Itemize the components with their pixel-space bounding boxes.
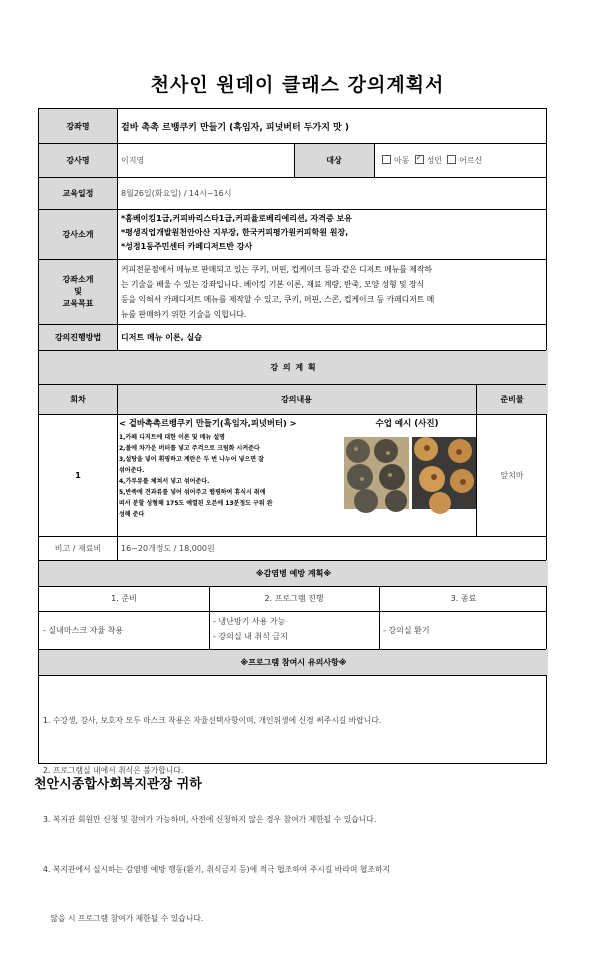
session-heading: < 겉바촉촉르뱅쿠키 만들기(흑임자,피넛버터) > bbox=[119, 418, 297, 428]
method-label: 강의진행방법 bbox=[39, 324, 117, 350]
infection-end-item: - 강의실 환기 bbox=[383, 625, 430, 635]
infection-col-prep: 1. 준비 bbox=[111, 594, 137, 603]
schedule-value: 8월26일(화요일) / 14시~16시 bbox=[121, 188, 232, 198]
target-options bbox=[382, 143, 542, 177]
photo-label: 수업 예시 (사진) bbox=[375, 419, 439, 429]
goal-lines: 커피전문점에서 메뉴로 판매되고 있는 쿠키, 머핀, 컵케이크 등과 같은 디저트 메뉴를 제작하 는 기술을 배울 수 있는 강좌입니다. 베이킹 기본 이론, 재료 계량, 반죽, 모양 성형 및 장식 등을 익혀서 카페디저트 메뉴를 제작할 수 있고, 쿠키, 머핀, 스콘, 컵케이크 등 카페디저트 메 뉴를 판매하기 위한 기술을 익힙니다. bbox=[121, 265, 435, 319]
course-value: 겉바 촉촉 르뱅쿠키 만들기 (흑임자, 피넛버터 두가지 맛 ) bbox=[121, 122, 349, 133]
content-col-header: 강의내용 bbox=[117, 384, 476, 414]
infection-col-end: 3. 종료 bbox=[450, 594, 477, 603]
cookie-photo-2 bbox=[412, 437, 477, 509]
note-value: 16~20개정도 / 18,000원 bbox=[121, 543, 215, 553]
checkbox-adult[interactable]: ✓ 성인 bbox=[415, 155, 442, 166]
prep-col-header: 준비물 bbox=[476, 384, 548, 414]
bio-lines: *홈베이킹1급,커피바리스타1급,커피율로베리에리션, 자격증 보유 *평생직업개발원천안아산 지부장, 한국커피평가원커피학원 원장, *성정1동주민센터 카페디저트반 강사 bbox=[121, 214, 352, 251]
method-value: 디저트 메뉴 이론, 실습 bbox=[121, 332, 202, 342]
session-number: 1 bbox=[75, 470, 81, 480]
note-label: 비고 / 재료비 bbox=[54, 543, 102, 553]
checkbox-child[interactable]: 아동 bbox=[382, 155, 409, 166]
session-col-header: 회차 bbox=[39, 384, 117, 414]
document-title: 천사인 원데이 클래스 강의계획서 bbox=[150, 74, 445, 96]
infection-col-progress: 2. 프로그램 진행 bbox=[264, 594, 324, 603]
session-steps: 1,카페 디저트에 대한 이론 및 메뉴 설명 2,볼에 차가운 버터를 넣고 주걱으로 크림화 시켜준다 3,설탕을 넣어 휘핑하고 계란은 두 번 나누어 넣으면 잘 섞어준다. 4,가루류를 체쳐서 넣고 섞어준다. 5,반죽에 견과류를 넣어 섞어주고 랩핑하여 휴식시 취에 떠서 분할 성형해 175도 예열된 오븐에 13분정도 구워 완 성해 준다 bbox=[119, 434, 273, 518]
footer-addressee: 천안시종합사회복지관장 귀하 bbox=[34, 777, 202, 792]
bio-label: 강사소개 bbox=[39, 209, 117, 259]
infection-header: ※감염병 예방 계획※ bbox=[39, 560, 548, 586]
infection-prep-item: - 실내마스크 자율 착용 bbox=[43, 625, 124, 635]
caution-header: ※프로그램 참여시 유의사항※ bbox=[39, 649, 548, 675]
instructor-label: 강사명 bbox=[39, 143, 117, 177]
schedule-label: 교육일정 bbox=[39, 177, 117, 209]
goal-label: 강좌소개 및 교육목표 bbox=[39, 259, 117, 324]
checkbox-senior[interactable]: 어르신 bbox=[447, 155, 482, 166]
plan-header: 강 의 계 획 bbox=[39, 350, 548, 384]
caution-items: 1. 수강생, 강사, 보호자 모두 마스크 착용은 자율선택사항이며, 개인위생에 신경 써주시길 바랍니다. 2. 프로그램실 내에서 취식은 불가합니다. 3. 복지관 회원만 신청 및 참여가 가능하며, 사전에 신청하지 않은 경우 참여가 제한될 수 있습니다. 4. 복지관에서 실시하는 감염병 예방 행동(환기, 취식금지 등)에 적극 협조하여 주시길 바라며 협조하지 않을 시 프로그램 참여가 제한될 수 있습니다. bbox=[43, 716, 391, 923]
cookie-photo-1 bbox=[344, 437, 409, 509]
target-label: 대상 bbox=[294, 143, 374, 177]
course-label: 강좌명 bbox=[39, 109, 117, 143]
instructor-value: 이지영 bbox=[121, 155, 145, 165]
infection-progress-items: - 냉난방기 사용 가능 - 강의실 내 취식 금지 bbox=[213, 617, 288, 641]
session-prep: 앞치마 bbox=[500, 470, 524, 480]
